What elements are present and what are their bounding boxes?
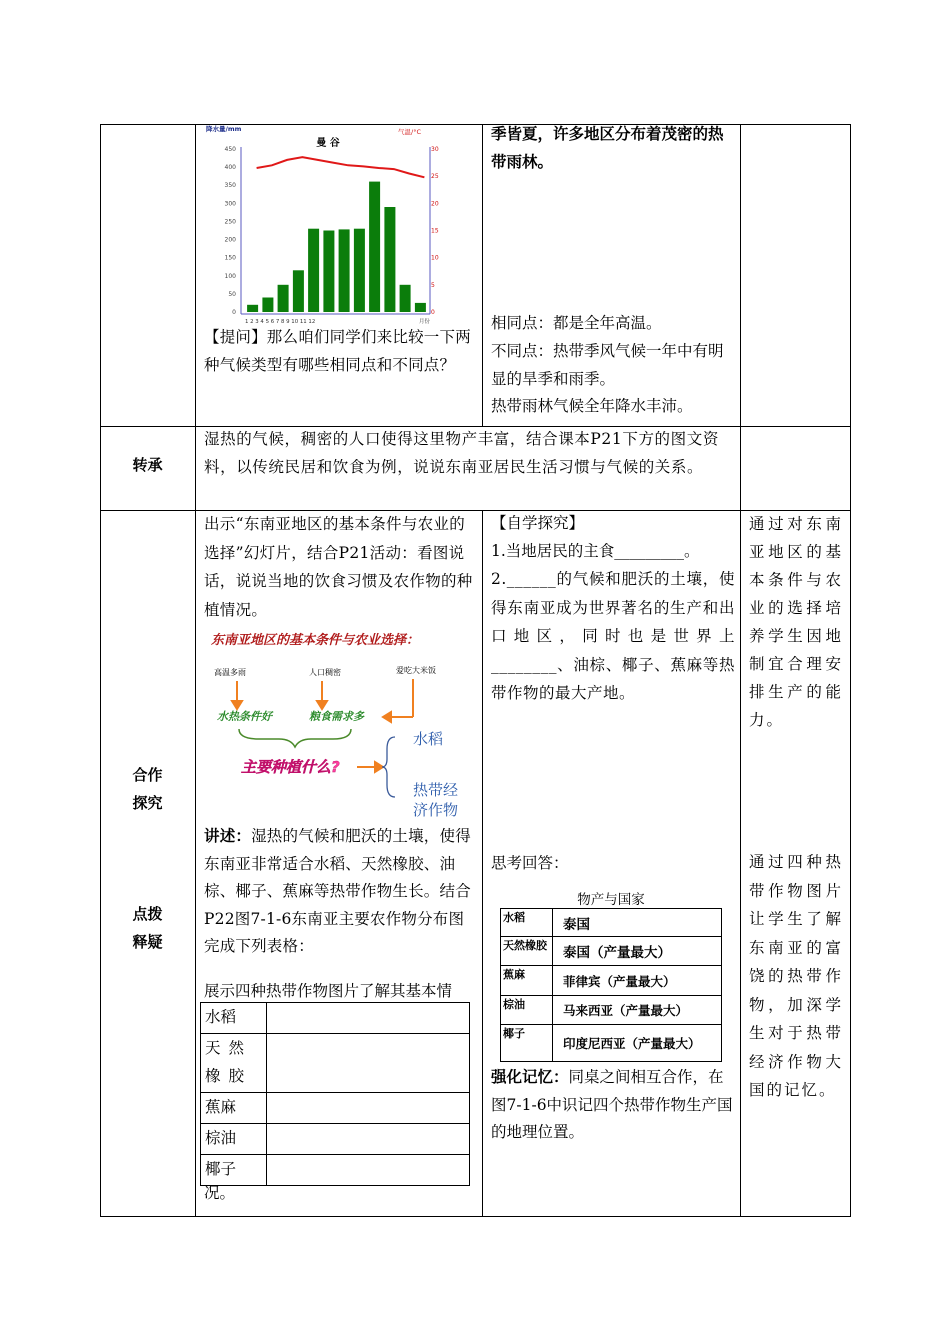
table-border-col2b bbox=[482, 510, 483, 1216]
diagram-title: 东南亚地区的基本条件与农业选择： bbox=[211, 633, 420, 648]
table-row bbox=[201, 1124, 470, 1155]
y-tick-label: 400 bbox=[224, 164, 236, 172]
answer-cell[interactable] bbox=[267, 1093, 470, 1124]
question-1: 1.当地居民的主食_________。 bbox=[491, 542, 700, 560]
table-row bbox=[201, 1034, 470, 1093]
y2-tick-label: 30 bbox=[431, 146, 439, 153]
student-activity-top: 季皆夏，许多地区分布着茂密的热带雨林。 bbox=[491, 124, 724, 171]
answer-cell[interactable] bbox=[267, 1124, 470, 1155]
chart-y2label: 气温/°C bbox=[398, 128, 421, 136]
transition-text: 湿热的气候，稠密的人口使得这里物产丰富，结合课本P21下方的图文资料，以传统民居和饮食为例，说说东南亚居民生活习惯与气候的关系。 bbox=[204, 430, 719, 476]
precipitation-bar bbox=[293, 270, 304, 312]
crop-name-cell: 椰子 bbox=[201, 1155, 267, 1186]
diagram-mid2: 粮食需求多 bbox=[309, 710, 364, 723]
y2-tick-label: 15 bbox=[431, 227, 439, 235]
table-row bbox=[201, 1155, 470, 1186]
crop-cell: 水稻 bbox=[501, 909, 553, 937]
crop-name-cell: 蕉麻 bbox=[201, 1093, 267, 1124]
memory-body: 同桌之间相互合作，在图7-1-6中识记四个热带作物生产国的地理位置。 bbox=[491, 1068, 733, 1141]
row-label-cooperate-2: 探究 bbox=[132, 794, 163, 812]
row-label-guidance-2: 释疑 bbox=[132, 933, 163, 951]
row-label-guidance bbox=[100, 900, 195, 956]
compare-question: 【提问】那么咱们同学们来比较一下两种气候类型有哪些相同点和不同点？ bbox=[204, 328, 471, 374]
crop-name-cell: 棕油 bbox=[201, 1124, 267, 1155]
table-row bbox=[501, 996, 722, 1025]
table-row bbox=[501, 937, 722, 966]
table-border-col1 bbox=[195, 124, 196, 1216]
bangkok-climate-chart bbox=[198, 124, 444, 330]
diagram-out2a: 热带经 bbox=[413, 781, 459, 799]
crop-name-cell: 水稻 bbox=[201, 1003, 267, 1034]
table-border-left bbox=[100, 124, 101, 1216]
diagram-top3: 爱吃大米饭 bbox=[396, 666, 436, 675]
design-intent-2: 通过四种热带作物图片让学生了解东南亚的富饶的热带作物，加深学生对于热带经济作物大国的记忆。 bbox=[749, 853, 843, 1099]
y-tick-label: 100 bbox=[224, 272, 236, 280]
y2-tick-label: 5 bbox=[431, 281, 435, 289]
y-tick-label: 350 bbox=[224, 182, 236, 190]
y-tick-label: 0 bbox=[232, 309, 236, 316]
same-point: 相同点：都是全年高温。 bbox=[491, 314, 662, 332]
y-tick-label: 450 bbox=[224, 146, 236, 153]
precipitation-bar bbox=[354, 229, 365, 312]
lecture-body: 湿热的气候和肥沃的土壤，使得东南亚非常适合水稻、天然橡胶、油棕、椰子、蕉麻等热带作物生长。结合P22图7-1-6东南亚主要农作物分布图完成下列表格： bbox=[204, 827, 471, 955]
chart-xticks: 1 2 3 4 5 6 7 8 9 10 11 12 bbox=[245, 319, 316, 325]
diagram-top2: 人口稠密 bbox=[309, 668, 341, 677]
row-label-transition: 转承 bbox=[132, 456, 163, 474]
row-label-guidance-1: 点拨 bbox=[132, 905, 163, 923]
y-tick-label: 300 bbox=[224, 200, 236, 208]
crop-fill-table bbox=[200, 1002, 470, 1186]
table-row bbox=[501, 909, 722, 937]
precipitation-bar bbox=[262, 298, 273, 313]
precipitation-bar bbox=[369, 182, 380, 312]
arrow-right-icon bbox=[357, 762, 383, 772]
table-border-col3 bbox=[740, 124, 741, 1216]
y2-tick-label: 20 bbox=[431, 200, 439, 208]
row-label-cooperate bbox=[100, 761, 195, 817]
country-cell: 菲律宾（产量最大） bbox=[553, 966, 722, 996]
memory-text bbox=[491, 1063, 735, 1147]
precipitation-bar bbox=[384, 207, 395, 312]
answer-cell[interactable] bbox=[267, 1155, 470, 1186]
lecture-text bbox=[204, 822, 476, 961]
question-2: 2.______的气候和肥沃的土壤，使得东南亚成为世界著名的生产和出口地区，同时也是世界上________、油棕、椰子、蕉麻等热带作物的最大产地。 bbox=[491, 570, 735, 702]
crop-cell: 椰子 bbox=[501, 1025, 553, 1062]
table-border-bottom bbox=[100, 1216, 851, 1217]
precipitation-bar bbox=[308, 229, 319, 312]
show-pictures-tail: 况。 bbox=[204, 1184, 236, 1202]
design-intent-1: 通过对东南亚地区的基本条件与农业的选择培养学生因地制宜合理安排生产的能力。 bbox=[749, 515, 843, 729]
chart-title: 曼 谷 bbox=[316, 138, 340, 149]
table-border-col2 bbox=[482, 124, 483, 426]
precipitation-bar bbox=[278, 285, 289, 312]
diagram-out2b: 济作物 bbox=[413, 801, 459, 819]
y-tick-label: 200 bbox=[224, 236, 236, 244]
table-row bbox=[201, 1003, 470, 1034]
memory-label: 强化记忆： bbox=[491, 1067, 569, 1086]
crop-name-cell: 天然橡胶 bbox=[201, 1034, 267, 1093]
precipitation-bar bbox=[247, 305, 258, 312]
diagram-question: 主要种植什么? bbox=[241, 758, 340, 776]
product-country-table bbox=[500, 908, 722, 1062]
crop-cell: 棕油 bbox=[501, 996, 553, 1025]
y-tick-label: 250 bbox=[224, 218, 236, 226]
precipitation-bar bbox=[323, 231, 334, 313]
diagram-top1: 高温多雨 bbox=[214, 668, 246, 677]
table-row bbox=[201, 1093, 470, 1124]
lecture-label: 讲述： bbox=[204, 826, 252, 845]
difference-point: 不同点：热带季风气候一年中有明显的旱季和雨季。 bbox=[491, 342, 724, 388]
table-border-right bbox=[850, 124, 851, 1216]
country-cell: 马来西亚（产量最大） bbox=[553, 996, 722, 1025]
brace-icon bbox=[239, 729, 351, 747]
chart-ylabel: 降水量/mm bbox=[206, 125, 242, 133]
product-table-title: 物产与国家 bbox=[577, 892, 645, 908]
precipitation-bar bbox=[339, 229, 350, 312]
slide-intro: 出示“东南亚地区的基本条件与农业的选择”幻灯片，结合P21活动：看图说话，说说当地的饮食习惯及农作物的种植情况。 bbox=[204, 515, 473, 619]
precipitation-bar bbox=[400, 285, 411, 312]
y2-tick-label: 10 bbox=[431, 254, 439, 262]
y2-tick-label: 25 bbox=[431, 173, 439, 181]
self-study-heading: 【自学探究】 bbox=[491, 514, 585, 532]
chart-xlabel: 月份 bbox=[419, 319, 430, 325]
y-tick-label: 150 bbox=[224, 254, 236, 262]
table-row bbox=[501, 966, 722, 996]
country-cell: 泰国 bbox=[553, 909, 722, 937]
show-pictures-text: 展示四种热带作物图片了解其基本情 bbox=[204, 982, 453, 1000]
temperature-line bbox=[257, 157, 425, 177]
country-cell: 印度尼西亚（产量最大） bbox=[553, 1025, 722, 1062]
agriculture-diagram bbox=[199, 625, 479, 825]
crop-cell: 蕉麻 bbox=[501, 966, 553, 996]
precipitation-bar bbox=[415, 303, 426, 312]
table-row bbox=[501, 1025, 722, 1062]
diagram-out1: 水稻 bbox=[413, 730, 444, 748]
brace-right-icon bbox=[382, 737, 395, 797]
rainforest-point: 热带雨林气候全年降水丰沛。 bbox=[491, 397, 693, 415]
y-tick-label: 50 bbox=[228, 290, 236, 298]
country-cell: 泰国（产量最大） bbox=[553, 937, 722, 966]
diagram-mid1: 水热条件好 bbox=[217, 710, 272, 723]
row-label-cooperate-1: 合作 bbox=[132, 766, 163, 784]
think-answer: 思考回答： bbox=[491, 854, 569, 872]
answer-cell[interactable] bbox=[267, 1034, 470, 1093]
y2-tick-label: 0 bbox=[431, 309, 435, 316]
crop-cell: 天然橡胶 bbox=[501, 937, 553, 966]
answer-cell[interactable] bbox=[267, 1003, 470, 1034]
